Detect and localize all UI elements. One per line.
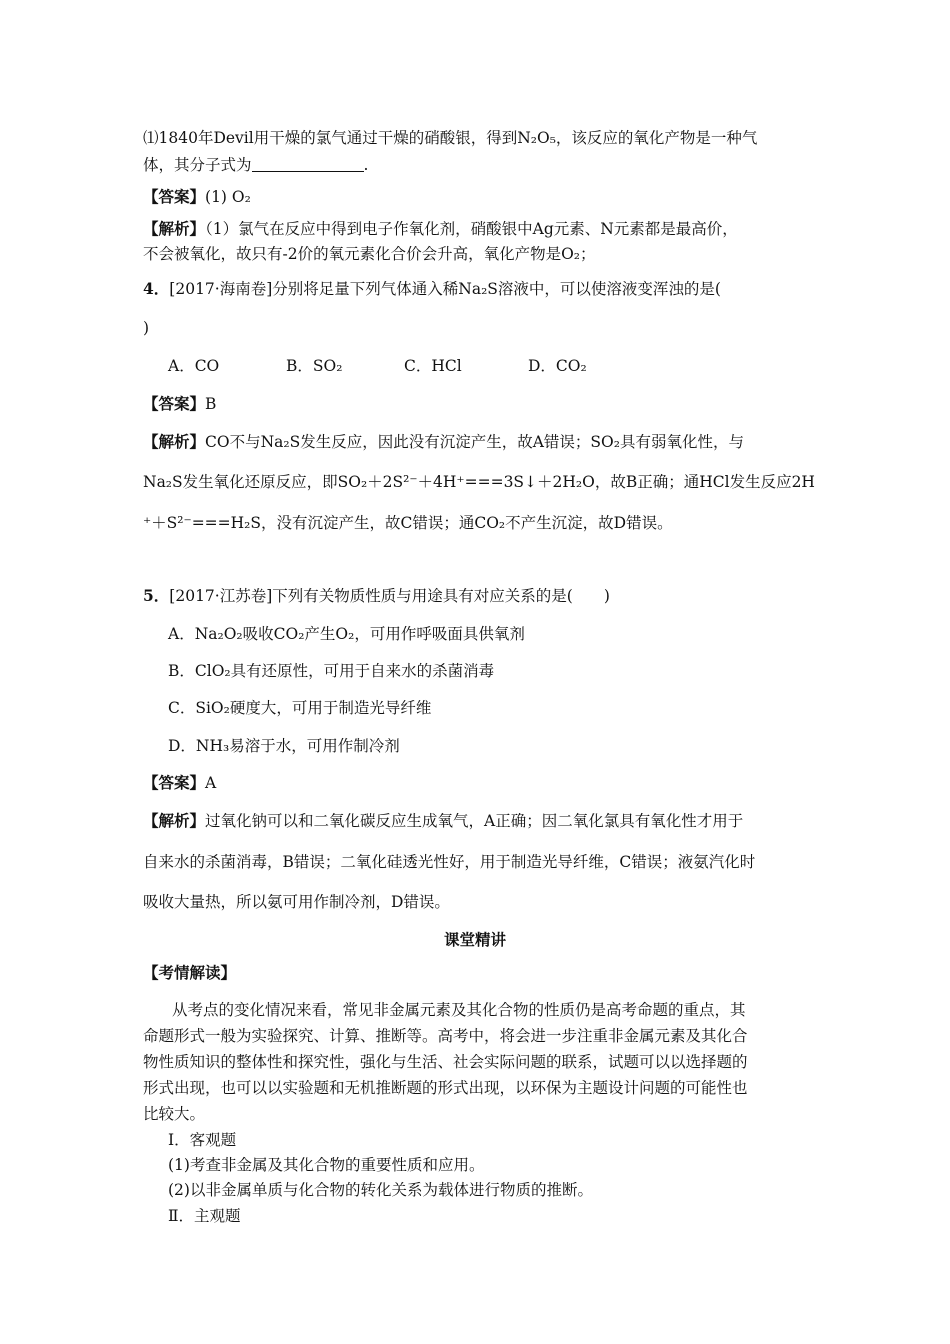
- question-number: 5．: [143, 586, 170, 605]
- q3-stem-prefix: 体，其分子式为: [143, 156, 252, 174]
- q4-option-c: C．HCl: [404, 357, 462, 375]
- section-para-line4: 形式出现，也可以以实验题和无机推断题的形式出现，以环保为主题设计问题的可能性也: [143, 1079, 748, 1097]
- q4-option-d: D．CO₂: [528, 357, 587, 375]
- section-para-line3: 物性质知识的整体性和探究性，强化与生活、社会实际问题的联系，试题可以以选择题的: [143, 1053, 748, 1071]
- q5-analysis-line1: [143, 811, 743, 831]
- q4-answer: [143, 394, 216, 414]
- analysis-text: （1）氯气在反应中得到电子作氧化剂，硝酸银中Ag元素、N元素都是最高价，: [205, 220, 738, 238]
- section-subtitle-text: 【考情解读】: [143, 963, 237, 982]
- q3-stem-line1: ⑴1840年Devil用干燥的氯气通过干燥的硝酸银，得到N₂O₅，该反应的氧化产物是一种气: [143, 129, 758, 147]
- answer-text: (1) O₂: [205, 188, 251, 206]
- q4-analysis-line3: ⁺＋S²⁻===H₂S，没有沉淀产生，故C错误；通CO₂不产生沉淀，故D错误。: [143, 514, 673, 532]
- section-para-line5: 比较大。: [143, 1105, 206, 1123]
- answer-text: B: [205, 395, 217, 413]
- q4-stem-text: [2017·海南卷]分别将足量下列气体通入稀Na₂S溶液中，可以使溶液变浑浊的是(: [169, 280, 721, 298]
- q4-option-b: B．SO₂: [286, 357, 343, 375]
- answer-label: 【答案】: [143, 773, 206, 792]
- answer-label: 【答案】: [143, 187, 206, 206]
- answer-text: A: [205, 774, 217, 792]
- q3-answer: [143, 187, 251, 207]
- q5-stem: [143, 586, 610, 606]
- q5-stem-text: [2017·江苏卷]下列有关物质性质与用途具有对应关系的是( ): [169, 587, 610, 605]
- section-title: 课堂精讲: [443, 930, 506, 949]
- analysis-label: 【解析】: [143, 219, 206, 238]
- analysis-label: 【解析】: [143, 811, 206, 830]
- q4-option-a: A．CO: [168, 357, 220, 375]
- section-item-2: (2)以非金属单质与化合物的转化关系为载体进行物质的推断。: [168, 1181, 593, 1199]
- section-item-objective: Ⅰ．客观题: [168, 1131, 237, 1149]
- section-para-line2: 命题形式一般为实验探究、计算、推断等。高考中，将会进一步注重非金属元素及其化合: [143, 1027, 748, 1045]
- q5-option-c: C．SiO₂硬度大，可用于制造光导纤维: [168, 699, 432, 717]
- q5-analysis-line3: 吸收大量热，所以氨可用作制冷剂，D错误。: [143, 893, 450, 911]
- q5-option-d: D．NH₃易溶于水，可用作制冷剂: [168, 737, 400, 755]
- section-item-1: (1)考查非金属及其化合物的重要性质和应用。: [168, 1156, 485, 1174]
- q3-stem-line2: [143, 155, 368, 175]
- q5-option-b: B．ClO₂具有还原性，可用于自来水的杀菌消毒: [168, 662, 495, 680]
- q5-answer: [143, 773, 216, 793]
- q4-options: [168, 356, 587, 376]
- section-item-subjective: Ⅱ．主观题: [168, 1207, 241, 1225]
- question-number: 4．: [143, 279, 170, 298]
- analysis-text: CO不与Na₂S发生反应，因此没有沉淀产生，故A错误；SO₂具有弱氧化性，与: [205, 433, 744, 451]
- analysis-text: 过氧化钠可以和二氧化碳反应生成氧气，A正确；因二氧化氯具有氧化性才用于: [205, 812, 744, 830]
- q5-option-a: A．Na₂O₂吸收CO₂产生O₂，可用作呼吸面具供氧剂: [168, 625, 525, 643]
- section-subtitle: [143, 963, 236, 983]
- q4-analysis-line2: Na₂S发生氧化还原反应，即SO₂＋2S²⁻＋4H⁺===3S↓＋2H₂O，故B正确；通HCl发生反应2H: [143, 473, 815, 491]
- q4-stem-line2: ): [143, 319, 150, 337]
- q5-analysis-line2: 自来水的杀菌消毒，B错误；二氧化硅透光性好，用于制造光导纤维，C错误；液氨汽化时: [143, 853, 756, 871]
- section-para-line1: 从考点的变化情况来看，常见非金属元素及其化合物的性质仍是高考命题的重点，其: [172, 1001, 746, 1019]
- q4-stem-line1: [143, 279, 721, 299]
- q4-analysis-line1: [143, 432, 744, 452]
- answer-label: 【答案】: [143, 394, 206, 413]
- q3-stem-suffix: .: [363, 156, 369, 174]
- analysis-label: 【解析】: [143, 432, 206, 451]
- q3-analysis-line1: [143, 219, 738, 239]
- answer-blank: [252, 157, 364, 172]
- q3-analysis-line2: 不会被氧化，故只有-2价的氧元素化合价会升高，氧化产物是O₂；: [143, 245, 596, 263]
